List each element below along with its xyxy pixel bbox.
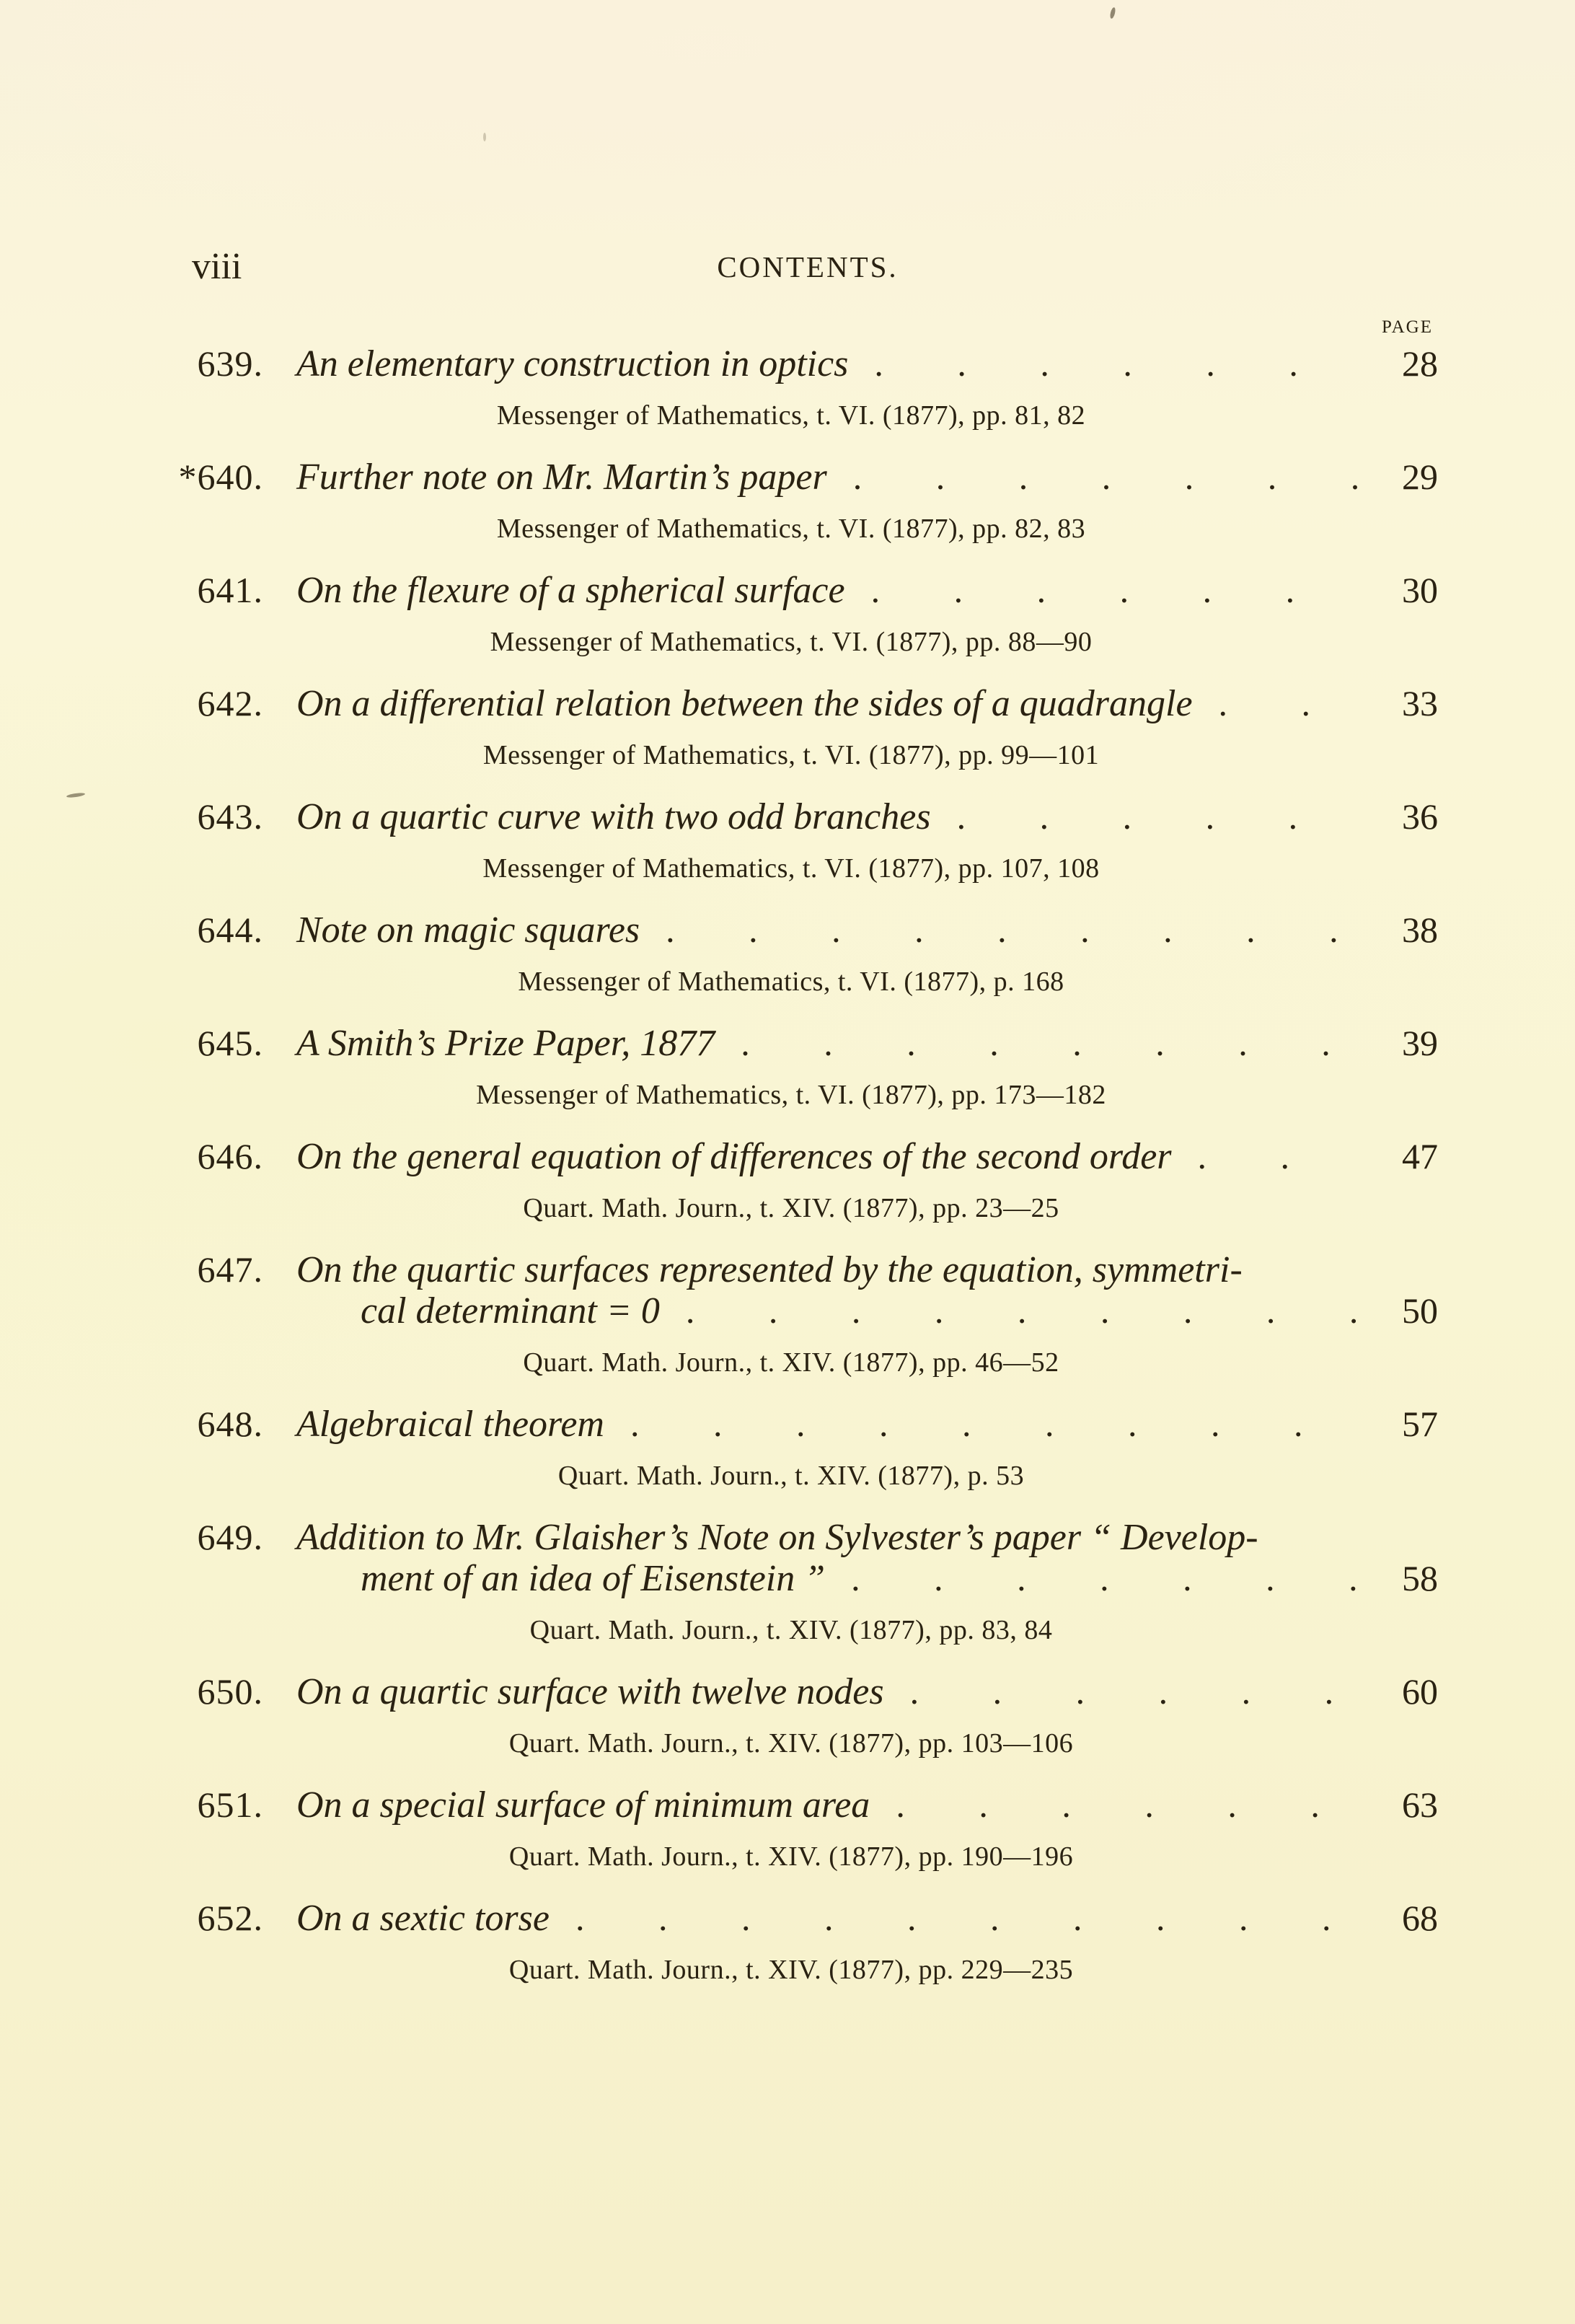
- dot-leader: [931, 796, 1359, 837]
- dot-leader: [1172, 1136, 1359, 1176]
- entry-line: [144, 910, 1438, 951]
- toc-entry: [144, 1784, 1438, 1873]
- entry-title: Algebraical theorem: [296, 1404, 604, 1445]
- contents-heading: CONTENTS.: [717, 250, 899, 283]
- toc-entry: [144, 1517, 1438, 1647]
- dot-leader: [884, 1671, 1359, 1712]
- entry-citation: Messenger of Mathematics, t. VI. (1877), pp. 107, 108: [482, 853, 1100, 884]
- dot-leader: [848, 343, 1359, 384]
- entry-page-number: 57: [1402, 1404, 1438, 1444]
- entry-page-number: 63: [1402, 1784, 1438, 1825]
- entry-title-continuation: cal determinant = 0: [361, 1290, 660, 1332]
- entry-line: [144, 683, 1438, 724]
- toc-entry: [144, 910, 1438, 998]
- entry-line: [144, 570, 1438, 611]
- entry-title: On the flexure of a spherical surface: [296, 570, 845, 611]
- page-column-label: PAGE: [1382, 317, 1433, 337]
- entry-number: 647.: [197, 1249, 263, 1290]
- entry-title: Note on magic squares: [296, 910, 640, 951]
- entry-number: 646.: [197, 1136, 263, 1176]
- toc-entry: [144, 1249, 1438, 1379]
- entry-citation: Quart. Math. Journ., t. XIV. (1877), pp. 46—52: [523, 1347, 1059, 1378]
- entry-citation: Messenger of Mathematics, t. VI. (1877), pp. 82, 83: [496, 514, 1086, 544]
- entry-citation: Messenger of Mathematics, t. VI. (1877), p. 168: [518, 967, 1064, 997]
- entry-number: 641.: [197, 570, 263, 610]
- entry-line: [144, 1023, 1438, 1064]
- entry-number: 650.: [197, 1671, 263, 1712]
- entry-line: [144, 1249, 1438, 1290]
- dot-leader: [604, 1404, 1359, 1444]
- entry-title: Further note on Mr. Martin’s paper: [296, 457, 827, 498]
- entry-page-number: 33: [1402, 683, 1438, 723]
- entry-citation: Quart. Math. Journ., t. XIV. (1877), pp. 23—25: [523, 1193, 1059, 1223]
- toc-entry: [144, 570, 1438, 659]
- entry-title: Addition to Mr. Glaisher’s Note on Sylvester’s paper “ Develop-: [296, 1517, 1258, 1558]
- entry-page-number: 68: [1402, 1898, 1438, 1938]
- entry-line: [144, 796, 1438, 837]
- toc-entry: [144, 1404, 1438, 1492]
- dot-leader: [1193, 683, 1359, 723]
- entry-page-number: 39: [1402, 1023, 1438, 1063]
- entry-number: 642.: [197, 683, 263, 723]
- entry-title: On a special surface of minimum area: [296, 1784, 870, 1826]
- entry-number: 648.: [197, 1404, 263, 1444]
- toc-entry: [144, 1898, 1438, 1986]
- entry-citation: Messenger of Mathematics, t. VI. (1877), pp. 81, 82: [496, 400, 1086, 431]
- entry-page-number: 29: [1402, 457, 1438, 497]
- entry-page-number: 50: [1402, 1290, 1438, 1331]
- toc-entry: [144, 1023, 1438, 1112]
- entry-line: [144, 1898, 1438, 1939]
- dot-leader: [870, 1784, 1359, 1825]
- entry-citation: Messenger of Mathematics, t. VI. (1877), pp. 173—182: [476, 1080, 1106, 1110]
- dot-leader: [660, 1290, 1359, 1331]
- entry-page-number: 60: [1402, 1671, 1438, 1712]
- entry-citation: Messenger of Mathematics, t. VI. (1877), pp. 88—90: [490, 627, 1093, 657]
- entry-number: 639.: [197, 343, 263, 384]
- entry-citation: Messenger of Mathematics, t. VI. (1877), pp. 99—101: [482, 740, 1100, 770]
- entry-number: 644.: [197, 910, 263, 950]
- entry-title: On a quartic curve with two odd branches: [296, 796, 931, 837]
- entry-title: On the quartic surfaces represented by the equation, symmetri-: [296, 1249, 1243, 1290]
- entry-citation: Quart. Math. Journ., t. XIV. (1877), p. 53: [557, 1461, 1025, 1491]
- entry-number: 643.: [197, 796, 263, 837]
- entry-title: On the general equation of differences of the second order: [296, 1136, 1172, 1177]
- entry-line: [144, 343, 1438, 384]
- dot-leader: [550, 1898, 1359, 1938]
- entry-title: On a quartic surface with twelve nodes: [296, 1671, 884, 1712]
- entry-number: 649.: [197, 1517, 263, 1557]
- entry-line: [144, 1517, 1438, 1558]
- folio-page-number: viii: [192, 246, 242, 287]
- entry-page-number: 36: [1402, 796, 1438, 837]
- entry-line: [144, 457, 1438, 498]
- toc-entry: [144, 683, 1438, 772]
- entry-page-number: 28: [1402, 343, 1438, 384]
- dot-leader: [640, 910, 1359, 950]
- entry-title: A Smith’s Prize Paper, 1877: [296, 1023, 715, 1064]
- entry-number: 651.: [197, 1784, 263, 1825]
- toc-entry: [144, 457, 1438, 545]
- entry-citation: Quart. Math. Journ., t. XIV. (1877), pp. 103—106: [508, 1728, 1074, 1759]
- scan-speck: [66, 792, 85, 798]
- entry-citation: Quart. Math. Journ., t. XIV. (1877), pp. 190—196: [508, 1841, 1074, 1872]
- entry-line: [144, 1404, 1438, 1445]
- entry-number: *640.: [178, 457, 263, 497]
- toc-entry: [144, 343, 1438, 432]
- entry-page-number: 58: [1402, 1558, 1438, 1598]
- scan-speck: [483, 133, 486, 141]
- dot-leader: [715, 1023, 1359, 1063]
- entry-number: 645.: [197, 1023, 263, 1063]
- entry-citation: Quart. Math. Journ., t. XIV. (1877), pp. 229—235: [508, 1955, 1074, 1985]
- dot-leader: [827, 457, 1359, 497]
- dot-leader: [845, 570, 1359, 610]
- toc-entry: [144, 796, 1438, 885]
- entry-line: [144, 1671, 1438, 1712]
- entry-line-continuation: [144, 1290, 1438, 1332]
- entry-title: An elementary construction in optics: [296, 343, 849, 384]
- entry-number: 652.: [197, 1898, 263, 1938]
- entry-title-continuation: ment of an idea of Eisenstein ”: [361, 1558, 826, 1599]
- entry-title: On a differential relation between the sides of a quadrangle: [296, 683, 1193, 724]
- toc-entry: [144, 1671, 1438, 1760]
- entry-page-number: 30: [1402, 570, 1438, 610]
- dot-leader: [825, 1558, 1359, 1598]
- entry-citation: Quart. Math. Journ., t. XIV. (1877), pp. 83, 84: [529, 1615, 1053, 1645]
- entry-page-number: 47: [1402, 1136, 1438, 1176]
- entry-line: [144, 1784, 1438, 1826]
- entry-line: [144, 1136, 1438, 1177]
- toc-entry: [144, 1136, 1438, 1225]
- entry-page-number: 38: [1402, 910, 1438, 950]
- table-of-contents: [144, 343, 1438, 1986]
- entry-title: On a sextic torse: [296, 1898, 550, 1939]
- entry-line-continuation: [144, 1558, 1438, 1599]
- scan-speck: [1109, 7, 1116, 19]
